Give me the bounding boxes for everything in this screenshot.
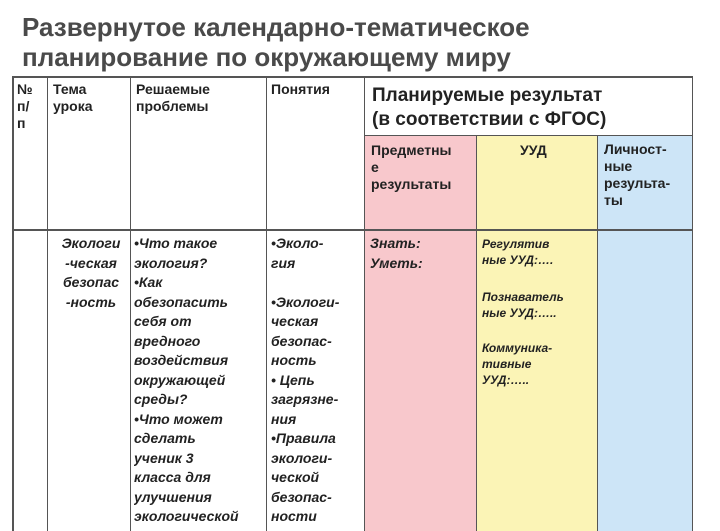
title-line-2: планирование по окружающему миру: [22, 42, 511, 72]
title-line-1: Развернутое календарно-тематическое: [22, 12, 530, 42]
subject-results-column-bg: [364, 136, 476, 531]
uud-cognitive: Познаватель ные УУД:…..: [482, 290, 564, 320]
row-topic: Экологи -ческая безопас -ность: [61, 235, 121, 310]
row-concepts: •Эколо- гия •Экологи- ческая безопас- ность • Цепь загрязне- ния •Правила экологи- ческой безопас- ности: [271, 235, 340, 524]
header-number: № п/ п: [17, 81, 33, 131]
uud-column-bg: [476, 136, 597, 531]
header-topic: Тема урока: [53, 81, 93, 114]
uud-communicative: Коммуника- тивные УУД:…..: [482, 341, 553, 387]
header-planned-results: Планируемые результат (в соответствии с ФГОС): [372, 85, 607, 130]
header-personal-results: Личност- ные результа- ты: [604, 141, 671, 208]
uud-regulatory: Регулятив ные УУД:….: [482, 237, 554, 267]
header-problems: Решаемые проблемы: [136, 81, 210, 114]
header-uud: УУД: [520, 142, 547, 158]
row-subject-results: Знать: Уметь:: [370, 235, 423, 271]
page-title: [22, 12, 702, 72]
header-subject-results: Предметны е результаты: [371, 142, 452, 192]
row-problems: •Что такое экология? •Как обезопасить себя от вредного воздействия окружающей среды? •Что может сделать ученик 3 класса для улучшения экологической: [134, 235, 239, 524]
header-concepts: Понятия: [271, 81, 330, 97]
